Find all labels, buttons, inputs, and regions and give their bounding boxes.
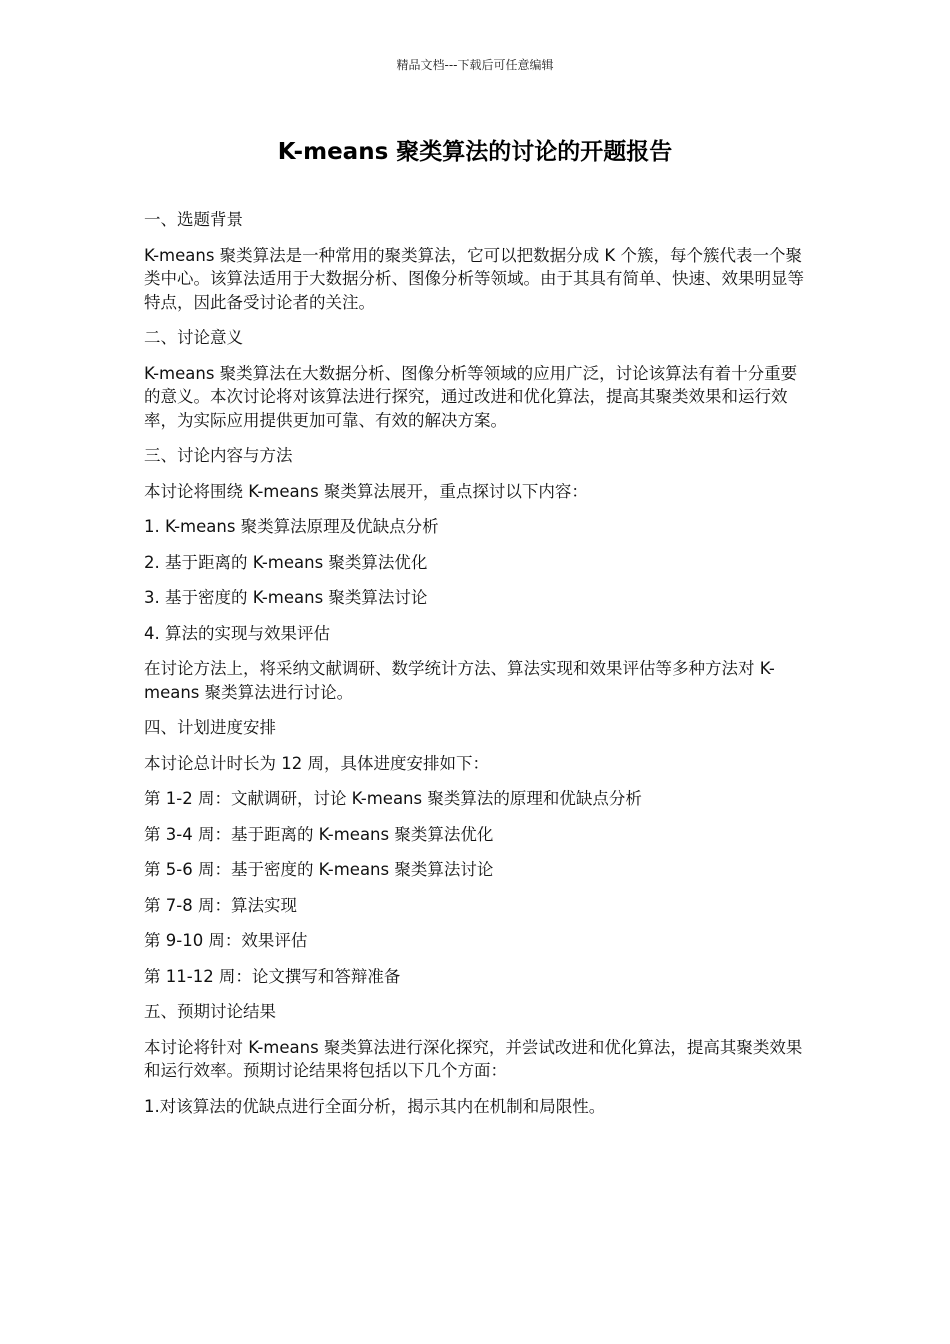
paragraph-background: K-means 聚类算法是一种常用的聚类算法，它可以把数据分成 K 个簇，每个簇代表一个聚类中心。该算法适用于大数据分析、图像分析等领域。由于其具有简单、快速、效果明显等特点，因此备受讨论者的关注。: [144, 245, 804, 312]
schedule-item: 第 3-4 周：基于距离的 K-means 聚类算法优化: [144, 824, 494, 844]
document-title: K-means 聚类算法的讨论的开题报告: [277, 139, 673, 165]
schedule-item: 第 1-2 周：文献调研，讨论 K-means 聚类算法的原理和优缺点分析: [144, 789, 642, 808]
list-item: 2. 基于距离的 K-means 聚类算法优化: [144, 552, 428, 572]
paragraph-content-intro: 本讨论将围绕 K-means 聚类算法展开，重点探讨以下内容：: [144, 481, 588, 501]
page-header: 精品文档---下载后可任意编辑: [396, 58, 554, 72]
schedule-item: 第 5-6 周：基于密度的 K-means 聚类算法讨论: [144, 860, 494, 879]
list-item: 1. K-means 聚类算法原理及优缺点分析: [144, 517, 439, 536]
paragraph-schedule-intro: 本讨论总计时长为 12 周，具体进度安排如下：: [144, 753, 489, 773]
schedule-item: 第 11-12 周：论文撰写和答辩准备: [144, 966, 401, 986]
section-heading-content-method: 三、讨论内容与方法: [144, 446, 293, 465]
document-body: [144, 208, 809, 1130]
section-heading-expected-results: 五、预期讨论结果: [144, 1002, 276, 1021]
paragraph-significance: K-means 聚类算法在大数据分析、图像分析等领域的应用广泛，讨论该算法有着十分重要的意义。本次讨论将对该算法进行探究，通过改进和优化算法，提高其聚类效果和运行效率，为实际应用提供更加可靠、有效的解决方案。: [144, 363, 798, 430]
paragraph-expected-results: 本讨论将针对 K-means 聚类算法进行深化探究，并尝试改进和优化算法，提高其聚类效果和运行效率。预期讨论结果将包括以下几个方面：: [144, 1037, 803, 1080]
schedule-item: 第 7-8 周：算法实现: [144, 895, 297, 915]
list-item: 1.对该算法的优缺点进行全面分析，揭示其内在机制和局限性。: [144, 1096, 606, 1116]
list-item: 3. 基于密度的 K-means 聚类算法讨论: [144, 588, 428, 607]
section-heading-significance: 二、讨论意义: [144, 328, 243, 347]
list-item: 4. 算法的实现与效果评估: [144, 623, 330, 643]
section-heading-background: 一、选题背景: [144, 210, 243, 229]
schedule-item: 第 9-10 周：效果评估: [144, 931, 308, 950]
section-heading-schedule: 四、计划进度安排: [144, 718, 276, 737]
paragraph-method: 在讨论方法上，将采纳文献调研、数学统计方法、算法实现和效果评估等多种方法对 K-means 聚类算法进行讨论。: [144, 659, 775, 702]
